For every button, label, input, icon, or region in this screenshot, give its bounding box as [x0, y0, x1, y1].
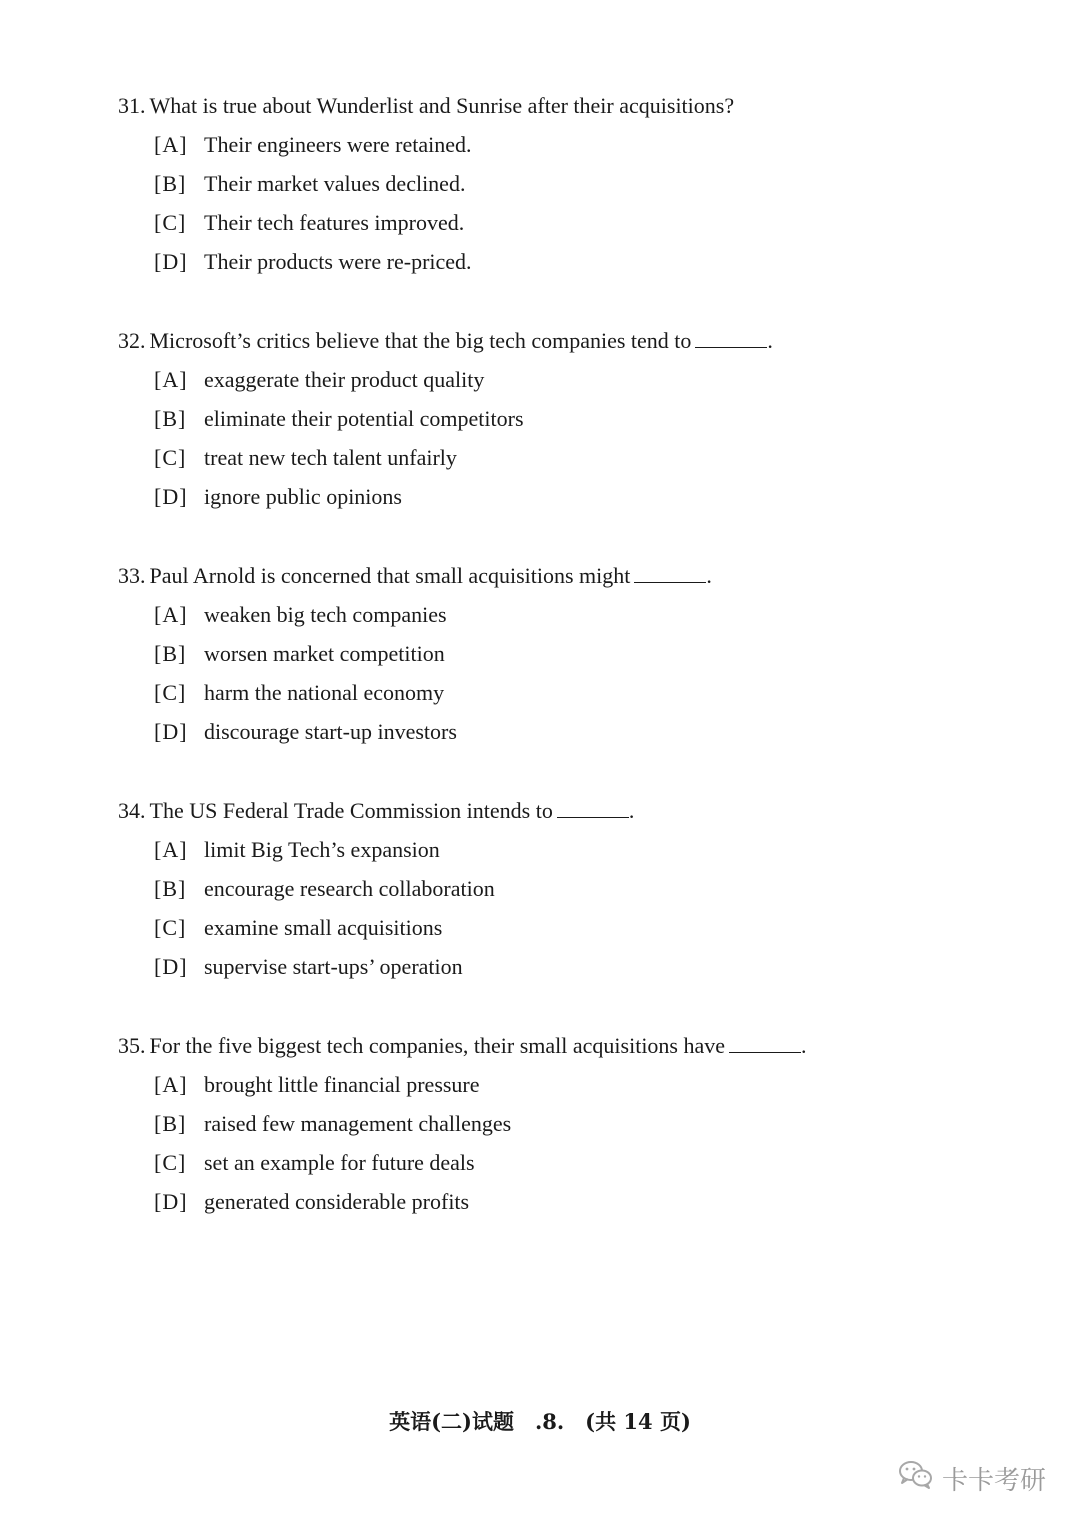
option-letter: [C]: [154, 210, 187, 235]
option-b: [154, 406, 1018, 432]
question-number: 33.: [118, 563, 146, 588]
option-b: [154, 1111, 1018, 1137]
option-letter: [A]: [154, 132, 188, 157]
option-a: [154, 602, 1018, 628]
option-c: [154, 445, 1018, 471]
option-letter: [B]: [154, 1111, 187, 1136]
answer-blank: [695, 329, 767, 348]
option-letter: [D]: [154, 1189, 188, 1214]
question-stem: 35. For the five biggest tech companies, their small acquisitions have .: [118, 1033, 807, 1058]
option-d: [154, 249, 1018, 275]
option-letter: [B]: [154, 171, 187, 196]
option-a: [154, 837, 1018, 863]
question-33: [118, 563, 1018, 758]
option-text: exaggerate their product quality: [204, 367, 485, 392]
option-d: [154, 484, 1018, 510]
question-stem: 34. The US Federal Trade Commission intends to .: [118, 798, 635, 823]
option-text: examine small acquisitions: [204, 915, 443, 940]
option-letter: [C]: [154, 445, 187, 470]
option-list: [118, 602, 1018, 745]
answer-blank: [729, 1034, 801, 1053]
question-text: The US Federal Trade Commission intends to: [149, 798, 553, 823]
option-b: [154, 641, 1018, 667]
question-text: What is true about Wunderlist and Sunrise after their acquisitions?: [149, 93, 735, 118]
option-a: [154, 132, 1018, 158]
option-letter: [D]: [154, 719, 188, 744]
wechat-icon: [898, 1460, 942, 1497]
question-text: For the five biggest tech companies, their small acquisitions have: [149, 1033, 726, 1058]
option-letter: [A]: [154, 1072, 188, 1097]
option-letter: [A]: [154, 837, 188, 862]
question-stem: 33. Paul Arnold is concerned that small acquisitions might .: [118, 563, 712, 588]
option-text: set an example for future deals: [204, 1150, 475, 1175]
page-footer: 英语(二)试题 .8. (共 14 页): [389, 1409, 691, 1434]
option-letter: [C]: [154, 680, 187, 705]
question-stem: 32. Microsoft’s critics believe that the big tech companies tend to .: [118, 328, 773, 353]
answer-blank: [634, 564, 706, 583]
option-b: [154, 171, 1018, 197]
option-c: [154, 915, 1018, 941]
answer-blank: [557, 799, 629, 818]
option-letter: [B]: [154, 876, 187, 901]
question-number: 35.: [118, 1033, 146, 1058]
option-letter: [C]: [154, 915, 187, 940]
option-text: supervise start-ups’ operation: [204, 954, 463, 979]
option-c: [154, 210, 1018, 236]
question-31: [118, 93, 1018, 288]
option-list: [118, 132, 1018, 275]
option-letter: [B]: [154, 641, 187, 666]
option-letter: [B]: [154, 406, 187, 431]
option-d: [154, 719, 1018, 745]
watermark: [898, 1458, 1046, 1498]
option-text: generated considerable profits: [204, 1189, 470, 1214]
option-text: harm the national economy: [204, 680, 445, 705]
option-letter: [D]: [154, 954, 188, 979]
option-text: limit Big Tech’s expansion: [204, 837, 440, 862]
option-text: encourage research collaboration: [204, 876, 495, 901]
question-34: [118, 798, 1018, 993]
option-d: [154, 954, 1018, 980]
option-list: [118, 837, 1018, 980]
question-text: Microsoft’s critics believe that the big tech companies tend to: [149, 328, 692, 353]
option-list: [118, 1072, 1018, 1215]
option-text: Their tech features improved.: [204, 210, 465, 235]
option-text: ignore public opinions: [204, 484, 402, 509]
option-c: [154, 1150, 1018, 1176]
question-stem: [118, 93, 1018, 119]
option-list: [118, 367, 1018, 510]
question-35: [118, 1033, 1018, 1228]
option-letter: [D]: [154, 484, 188, 509]
option-letter: [A]: [154, 367, 188, 392]
option-letter: [C]: [154, 1150, 187, 1175]
option-d: [154, 1189, 1018, 1215]
option-text: raised few management challenges: [204, 1111, 512, 1136]
watermark-text: 卡卡考研: [942, 1465, 1047, 1496]
question-32: [118, 328, 1018, 523]
option-text: worsen market competition: [204, 641, 445, 666]
option-text: brought little financial pressure: [204, 1072, 480, 1097]
option-text: Their products were re-priced.: [204, 249, 472, 274]
option-a: [154, 1072, 1018, 1098]
option-letter: [D]: [154, 249, 188, 274]
option-text: eliminate their potential competitors: [204, 406, 524, 431]
question-number: 31.: [118, 93, 146, 118]
option-text: discourage start-up investors: [204, 719, 457, 744]
question-number: 34.: [118, 798, 146, 823]
option-text: weaken big tech companies: [204, 602, 447, 627]
question-text: Paul Arnold is concerned that small acquisitions might: [149, 563, 631, 588]
option-letter: [A]: [154, 602, 188, 627]
option-b: [154, 876, 1018, 902]
option-c: [154, 680, 1018, 706]
option-text: treat new tech talent unfairly: [204, 445, 457, 470]
option-a: [154, 367, 1018, 393]
option-text: Their market values declined.: [204, 171, 466, 196]
option-text: Their engineers were retained.: [204, 132, 472, 157]
question-number: 32.: [118, 328, 146, 353]
